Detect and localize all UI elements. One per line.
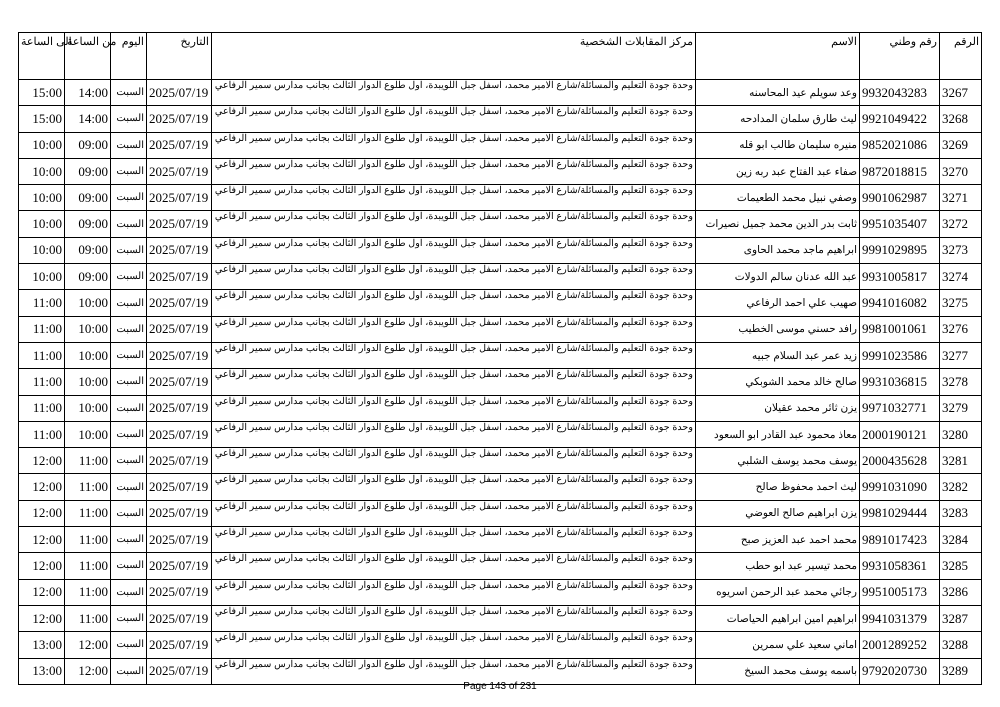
to-hour-cell: 12:00 xyxy=(19,500,65,526)
name-cell: رجائي محمد عبد الرحمن اسريوه xyxy=(696,579,860,605)
day-cell: السبت xyxy=(111,579,147,605)
date-cell: 2025/07/19 xyxy=(147,605,212,631)
to-hour-cell: 10:00 xyxy=(19,237,65,263)
table-row xyxy=(19,421,982,447)
date-cell: 2025/07/19 xyxy=(147,421,212,447)
to-hour-cell: 15:00 xyxy=(19,106,65,132)
national-id-cell: 9792020730 xyxy=(860,658,940,684)
name-cell: صالح خالد محمد الشوبكي xyxy=(696,369,860,395)
national-id-cell: 9931005817 xyxy=(860,264,940,290)
center-cell: وحدة جودة التعليم والمسائلة/شارع الامير محمد، اسفل جبل اللويبدة، اول طلوع الدوار الثالث بجانب مدارس سمير الرفاعي xyxy=(212,80,696,106)
name-cell: محمد تيسير عبد ابو حطب xyxy=(696,553,860,579)
center-cell: وحدة جودة التعليم والمسائلة/شارع الامير محمد، اسفل جبل اللويبدة، اول طلوع الدوار الثالث بجانب مدارس سمير الرفاعي xyxy=(212,579,696,605)
name-cell: منيره سليمان طالب ابو قله xyxy=(696,132,860,158)
national-id-cell: 9931036815 xyxy=(860,369,940,395)
from-hour-cell: 11:00 xyxy=(65,605,111,631)
name-cell: يزن ثائر محمد عقيلان xyxy=(696,395,860,421)
table-row xyxy=(19,605,982,631)
number-cell: 3280 xyxy=(940,421,982,447)
number-cell: 3269 xyxy=(940,132,982,158)
date-cell: 2025/07/19 xyxy=(147,395,212,421)
center-cell: وحدة جودة التعليم والمسائلة/شارع الامير محمد، اسفل جبل اللويبدة، اول طلوع الدوار الثالث بجانب مدارس سمير الرفاعي xyxy=(212,158,696,184)
center-cell: وحدة جودة التعليم والمسائلة/شارع الامير محمد، اسفل جبل اللويبدة، اول طلوع الدوار الثالث بجانب مدارس سمير الرفاعي xyxy=(212,106,696,132)
date-cell: 2025/07/19 xyxy=(147,658,212,684)
interview-schedule-table xyxy=(18,32,982,685)
date-cell: 2025/07/19 xyxy=(147,527,212,553)
to-hour-cell: 12:00 xyxy=(19,553,65,579)
to-hour-cell: 10:00 xyxy=(19,211,65,237)
table-header-row xyxy=(19,33,982,80)
to-hour-cell: 11:00 xyxy=(19,395,65,421)
name-cell: رافد حسني موسى الخطيب xyxy=(696,316,860,342)
number-cell: 3284 xyxy=(940,527,982,553)
name-cell: عبد الله عدنان سالم الدولات xyxy=(696,264,860,290)
table-row xyxy=(19,395,982,421)
name-cell: صفاء عبد الفتاح عبد ربه زين xyxy=(696,158,860,184)
day-cell: السبت xyxy=(111,80,147,106)
number-cell: 3275 xyxy=(940,290,982,316)
to-hour-cell: 12:00 xyxy=(19,579,65,605)
number-cell: 3288 xyxy=(940,632,982,658)
day-cell: السبت xyxy=(111,395,147,421)
from-hour-cell: 09:00 xyxy=(65,132,111,158)
from-hour-cell: 11:00 xyxy=(65,448,111,474)
header-name: الاسم xyxy=(696,33,860,80)
national-id-cell: 9931058361 xyxy=(860,553,940,579)
to-hour-cell: 12:00 xyxy=(19,527,65,553)
name-cell: محمد احمد عبد العزيز صبح xyxy=(696,527,860,553)
number-cell: 3272 xyxy=(940,211,982,237)
center-cell: وحدة جودة التعليم والمسائلة/شارع الامير محمد، اسفل جبل اللويبدة، اول طلوع الدوار الثالث بجانب مدارس سمير الرفاعي xyxy=(212,658,696,684)
to-hour-cell: 12:00 xyxy=(19,474,65,500)
day-cell: السبت xyxy=(111,421,147,447)
from-hour-cell: 10:00 xyxy=(65,369,111,395)
day-cell: السبت xyxy=(111,632,147,658)
center-cell: وحدة جودة التعليم والمسائلة/شارع الامير محمد، اسفل جبل اللويبدة، اول طلوع الدوار الثالث بجانب مدارس سمير الرفاعي xyxy=(212,185,696,211)
table-row xyxy=(19,553,982,579)
date-cell: 2025/07/19 xyxy=(147,264,212,290)
national-id-cell: 2000190121 xyxy=(860,421,940,447)
number-cell: 3278 xyxy=(940,369,982,395)
from-hour-cell: 11:00 xyxy=(65,527,111,553)
center-cell: وحدة جودة التعليم والمسائلة/شارع الامير محمد، اسفل جبل اللويبدة، اول طلوع الدوار الثالث بجانب مدارس سمير الرفاعي xyxy=(212,132,696,158)
date-cell: 2025/07/19 xyxy=(147,185,212,211)
table-row xyxy=(19,500,982,526)
date-cell: 2025/07/19 xyxy=(147,237,212,263)
date-cell: 2025/07/19 xyxy=(147,211,212,237)
to-hour-cell: 11:00 xyxy=(19,421,65,447)
name-cell: يوسف محمد يوسف الشلبي xyxy=(696,448,860,474)
day-cell: السبت xyxy=(111,132,147,158)
national-id-cell: 9852021086 xyxy=(860,132,940,158)
table-row xyxy=(19,132,982,158)
from-hour-cell: 10:00 xyxy=(65,316,111,342)
national-id-cell: 9932043283 xyxy=(860,80,940,106)
from-hour-cell: 11:00 xyxy=(65,500,111,526)
day-cell: السبت xyxy=(111,316,147,342)
day-cell: السبت xyxy=(111,369,147,395)
page-footer: Page 143 of 231 xyxy=(463,681,537,692)
number-cell: 3285 xyxy=(940,553,982,579)
national-id-cell: 9921049422 xyxy=(860,106,940,132)
header-number: الرقم xyxy=(940,33,982,80)
center-cell: وحدة جودة التعليم والمسائلة/شارع الامير محمد، اسفل جبل اللويبدة، اول طلوع الدوار الثالث بجانب مدارس سمير الرفاعي xyxy=(212,369,696,395)
to-hour-cell: 10:00 xyxy=(19,264,65,290)
date-cell: 2025/07/19 xyxy=(147,632,212,658)
day-cell: السبت xyxy=(111,264,147,290)
from-hour-cell: 10:00 xyxy=(65,290,111,316)
from-hour-cell: 11:00 xyxy=(65,474,111,500)
table-row xyxy=(19,185,982,211)
date-cell: 2025/07/19 xyxy=(147,316,212,342)
table-row xyxy=(19,474,982,500)
day-cell: السبت xyxy=(111,158,147,184)
date-cell: 2025/07/19 xyxy=(147,342,212,368)
day-cell: السبت xyxy=(111,448,147,474)
from-hour-cell: 12:00 xyxy=(65,658,111,684)
table-row xyxy=(19,106,982,132)
from-hour-cell: 09:00 xyxy=(65,185,111,211)
center-cell: وحدة جودة التعليم والمسائلة/شارع الامير محمد، اسفل جبل اللويبدة، اول طلوع الدوار الثالث بجانب مدارس سمير الرفاعي xyxy=(212,421,696,447)
day-cell: السبت xyxy=(111,290,147,316)
to-hour-cell: 11:00 xyxy=(19,290,65,316)
center-cell: وحدة جودة التعليم والمسائلة/شارع الامير محمد، اسفل جبل اللويبدة، اول طلوع الدوار الثالث بجانب مدارس سمير الرفاعي xyxy=(212,553,696,579)
national-id-cell: 9951005173 xyxy=(860,579,940,605)
day-cell: السبت xyxy=(111,553,147,579)
to-hour-cell: 12:00 xyxy=(19,448,65,474)
national-id-cell: 9991031090 xyxy=(860,474,940,500)
day-cell: السبت xyxy=(111,658,147,684)
number-cell: 3274 xyxy=(940,264,982,290)
national-id-cell: 9901062987 xyxy=(860,185,940,211)
from-hour-cell: 11:00 xyxy=(65,553,111,579)
name-cell: ابراهيم امين ابراهيم الحياصات xyxy=(696,605,860,631)
national-id-cell: 2000435628 xyxy=(860,448,940,474)
header-date: التاريخ xyxy=(147,33,212,80)
from-hour-cell: 09:00 xyxy=(65,211,111,237)
date-cell: 2025/07/19 xyxy=(147,106,212,132)
center-cell: وحدة جودة التعليم والمسائلة/شارع الامير محمد، اسفل جبل اللويبدة، اول طلوع الدوار الثالث بجانب مدارس سمير الرفاعي xyxy=(212,527,696,553)
date-cell: 2025/07/19 xyxy=(147,132,212,158)
name-cell: وصفي نبيل محمد الطعيمات xyxy=(696,185,860,211)
number-cell: 3282 xyxy=(940,474,982,500)
day-cell: السبت xyxy=(111,211,147,237)
from-hour-cell: 10:00 xyxy=(65,395,111,421)
center-cell: وحدة جودة التعليم والمسائلة/شارع الامير محمد، اسفل جبل اللويبدة، اول طلوع الدوار الثالث بجانب مدارس سمير الرفاعي xyxy=(212,500,696,526)
table-row xyxy=(19,342,982,368)
national-id-cell: 9981001061 xyxy=(860,316,940,342)
center-cell: وحدة جودة التعليم والمسائلة/شارع الامير محمد، اسفل جبل اللويبدة، اول طلوع الدوار الثالث بجانب مدارس سمير الرفاعي xyxy=(212,316,696,342)
table-row xyxy=(19,632,982,658)
name-cell: باسمه يوسف محمد السيخ xyxy=(696,658,860,684)
table-row xyxy=(19,448,982,474)
header-to-hour: الى الساعة xyxy=(19,33,65,80)
national-id-cell: 9872018815 xyxy=(860,158,940,184)
table-row xyxy=(19,316,982,342)
from-hour-cell: 10:00 xyxy=(65,342,111,368)
date-cell: 2025/07/19 xyxy=(147,369,212,395)
date-cell: 2025/07/19 xyxy=(147,290,212,316)
day-cell: السبت xyxy=(111,474,147,500)
national-id-cell: 9991023586 xyxy=(860,342,940,368)
table-row xyxy=(19,211,982,237)
from-hour-cell: 12:00 xyxy=(65,632,111,658)
national-id-cell: 9941031379 xyxy=(860,605,940,631)
to-hour-cell: 11:00 xyxy=(19,369,65,395)
center-cell: وحدة جودة التعليم والمسائلة/شارع الامير محمد، اسفل جبل اللويبدة، اول طلوع الدوار الثالث بجانب مدارس سمير الرفاعي xyxy=(212,632,696,658)
number-cell: 3267 xyxy=(940,80,982,106)
table-row xyxy=(19,369,982,395)
name-cell: ليث احمد محفوظ صالح xyxy=(696,474,860,500)
name-cell: يزن ابراهيم صالح العوضي xyxy=(696,500,860,526)
center-cell: وحدة جودة التعليم والمسائلة/شارع الامير محمد، اسفل جبل اللويبدة، اول طلوع الدوار الثالث بجانب مدارس سمير الرفاعي xyxy=(212,264,696,290)
date-cell: 2025/07/19 xyxy=(147,80,212,106)
table-row xyxy=(19,527,982,553)
number-cell: 3287 xyxy=(940,605,982,631)
from-hour-cell: 09:00 xyxy=(65,264,111,290)
number-cell: 3281 xyxy=(940,448,982,474)
national-id-cell: 9941016082 xyxy=(860,290,940,316)
table-row xyxy=(19,237,982,263)
from-hour-cell: 10:00 xyxy=(65,421,111,447)
number-cell: 3270 xyxy=(940,158,982,184)
center-cell: وحدة جودة التعليم والمسائلة/شارع الامير محمد، اسفل جبل اللويبدة، اول طلوع الدوار الثالث بجانب مدارس سمير الرفاعي xyxy=(212,395,696,421)
from-hour-cell: 14:00 xyxy=(65,106,111,132)
national-id-cell: 9981029444 xyxy=(860,500,940,526)
to-hour-cell: 11:00 xyxy=(19,316,65,342)
number-cell: 3277 xyxy=(940,342,982,368)
national-id-cell: 2001289252 xyxy=(860,632,940,658)
header-center: مركز المقابلات الشخصية xyxy=(212,33,696,80)
number-cell: 3268 xyxy=(940,106,982,132)
number-cell: 3271 xyxy=(940,185,982,211)
to-hour-cell: 10:00 xyxy=(19,132,65,158)
date-cell: 2025/07/19 xyxy=(147,474,212,500)
national-id-cell: 9971032771 xyxy=(860,395,940,421)
from-hour-cell: 14:00 xyxy=(65,80,111,106)
day-cell: السبت xyxy=(111,527,147,553)
name-cell: ليث طارق سلمان المدادحه xyxy=(696,106,860,132)
to-hour-cell: 13:00 xyxy=(19,658,65,684)
table-row xyxy=(19,158,982,184)
center-cell: وحدة جودة التعليم والمسائلة/شارع الامير محمد، اسفل جبل اللويبدة، اول طلوع الدوار الثالث بجانب مدارس سمير الرفاعي xyxy=(212,290,696,316)
national-id-cell: 9891017423 xyxy=(860,527,940,553)
table-row xyxy=(19,264,982,290)
table-row xyxy=(19,290,982,316)
day-cell: السبت xyxy=(111,605,147,631)
number-cell: 3273 xyxy=(940,237,982,263)
day-cell: السبت xyxy=(111,237,147,263)
name-cell: معاذ محمود عبد القادر ابو السعود xyxy=(696,421,860,447)
table-row xyxy=(19,579,982,605)
name-cell: ابراهيم ماجد محمد الحاوى xyxy=(696,237,860,263)
national-id-cell: 9951035407 xyxy=(860,211,940,237)
table-row xyxy=(19,80,982,106)
from-hour-cell: 09:00 xyxy=(65,237,111,263)
day-cell: السبت xyxy=(111,342,147,368)
national-id-cell: 9991029895 xyxy=(860,237,940,263)
to-hour-cell: 10:00 xyxy=(19,185,65,211)
name-cell: صهيب علي احمد الرفاعي xyxy=(696,290,860,316)
number-cell: 3276 xyxy=(940,316,982,342)
date-cell: 2025/07/19 xyxy=(147,553,212,579)
to-hour-cell: 15:00 xyxy=(19,80,65,106)
date-cell: 2025/07/19 xyxy=(147,448,212,474)
number-cell: 3286 xyxy=(940,579,982,605)
day-cell: السبت xyxy=(111,500,147,526)
to-hour-cell: 11:00 xyxy=(19,342,65,368)
to-hour-cell: 12:00 xyxy=(19,605,65,631)
name-cell: وعد سويلم عيد المحاسنه xyxy=(696,80,860,106)
header-day: اليوم xyxy=(111,33,147,80)
name-cell: ثابت بدر الدين محمد جميل نصيرات xyxy=(696,211,860,237)
number-cell: 3279 xyxy=(940,395,982,421)
name-cell: اماني سعيد علي سمرين xyxy=(696,632,860,658)
header-national-id: رقم وطني xyxy=(860,33,940,80)
to-hour-cell: 10:00 xyxy=(19,158,65,184)
date-cell: 2025/07/19 xyxy=(147,500,212,526)
center-cell: وحدة جودة التعليم والمسائلة/شارع الامير محمد، اسفل جبل اللويبدة، اول طلوع الدوار الثالث بجانب مدارس سمير الرفاعي xyxy=(212,474,696,500)
number-cell: 3289 xyxy=(940,658,982,684)
number-cell: 3283 xyxy=(940,500,982,526)
center-cell: وحدة جودة التعليم والمسائلة/شارع الامير محمد، اسفل جبل اللويبدة، اول طلوع الدوار الثالث بجانب مدارس سمير الرفاعي xyxy=(212,342,696,368)
from-hour-cell: 11:00 xyxy=(65,579,111,605)
day-cell: السبت xyxy=(111,106,147,132)
day-cell: السبت xyxy=(111,185,147,211)
center-cell: وحدة جودة التعليم والمسائلة/شارع الامير محمد، اسفل جبل اللويبدة، اول طلوع الدوار الثالث بجانب مدارس سمير الرفاعي xyxy=(212,211,696,237)
center-cell: وحدة جودة التعليم والمسائلة/شارع الامير محمد، اسفل جبل اللويبدة، اول طلوع الدوار الثالث بجانب مدارس سمير الرفاعي xyxy=(212,605,696,631)
header-from-hour: من الساعة xyxy=(65,33,111,80)
center-cell: وحدة جودة التعليم والمسائلة/شارع الامير محمد، اسفل جبل اللويبدة، اول طلوع الدوار الثالث بجانب مدارس سمير الرفاعي xyxy=(212,448,696,474)
to-hour-cell: 13:00 xyxy=(19,632,65,658)
date-cell: 2025/07/19 xyxy=(147,158,212,184)
name-cell: زيد عمر عبد السلام جبيه xyxy=(696,342,860,368)
from-hour-cell: 09:00 xyxy=(65,158,111,184)
center-cell: وحدة جودة التعليم والمسائلة/شارع الامير محمد، اسفل جبل اللويبدة، اول طلوع الدوار الثالث بجانب مدارس سمير الرفاعي xyxy=(212,237,696,263)
date-cell: 2025/07/19 xyxy=(147,579,212,605)
